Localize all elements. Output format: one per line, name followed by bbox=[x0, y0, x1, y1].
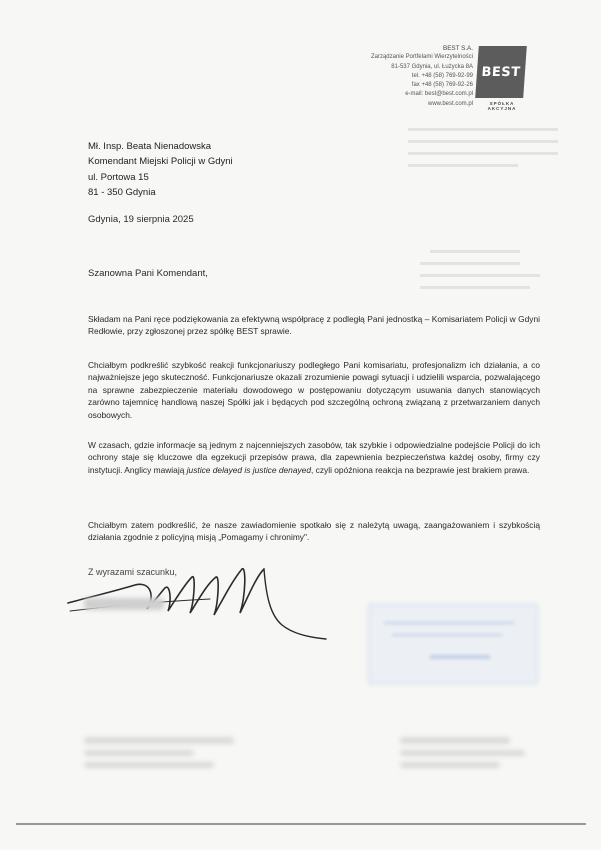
show-through-line bbox=[408, 164, 518, 167]
stamp-text-line bbox=[384, 622, 514, 624]
paragraph-3-start: W czasach, gdzie informacje są jednym z najcenniejszych zasobów, tak szybkie i odpowiedzialne podejście Policji do ich ochrony staje się kluczowe dla egzekucji przepisów prawa, dla zapewnienia bezpieczeństwa każdej osoby, firmy czy instytucji. Anglicy mawiają bbox=[88, 440, 540, 475]
company-line: 81-537 Gdynia, ul. Łużycka 8A bbox=[391, 63, 473, 70]
company-address-block bbox=[253, 44, 473, 109]
footer-blurred-text bbox=[84, 737, 234, 744]
paragraph-4: Chciałbym zatem podkreślić, że nasze zawiadomienie spotkało się z należytą uwagą, zaangażowaniem i szybkością działania zgodnie z policyjną misją „Pomagamy i chronimy". bbox=[88, 520, 540, 543]
recipient-name: Mł. Insp. Beata Nienadowska bbox=[88, 141, 212, 152]
logo-subtitle: SPÓŁKA AKCYJNA bbox=[487, 101, 517, 111]
company-line: e-mail: best@best.com.pl bbox=[405, 91, 473, 98]
best-logo: BEST bbox=[475, 46, 527, 98]
letter-date: Gdynia, 19 sierpnia 2025 bbox=[88, 214, 194, 225]
closing-phrase: Z wyrazami szacunku, bbox=[88, 567, 178, 577]
paragraph-3 bbox=[88, 439, 540, 476]
english-quote: justice delayed is justice denayed bbox=[186, 464, 311, 475]
show-through-line bbox=[408, 128, 558, 131]
footer-blurred-text bbox=[84, 762, 214, 768]
company-line: www.best.com.pl bbox=[427, 100, 473, 107]
salutation: Szanowna Pani Komendant, bbox=[88, 268, 208, 279]
show-through-line bbox=[420, 274, 540, 277]
paragraph-3-end: , czyli opóźniona reakcja na bezprawie jest brakiem prawa. bbox=[311, 464, 530, 475]
paragraph-2: Chciałbym podkreślić szybkość reakcji funkcjonariuszy podległego Pani komisariatu, profesjonalizm ich działania, a co najważniejsze jego skuteczność. Funkcjonariusze okazali zrozumienie powagi sytuacji i udzielili wsparcia, pozwalającego na sprawne zabezpieczenie materiału dowodowego w postępowaniu dotyczącym usuwania danych stanowiących zarówno tajemnicę handlową naszej Spółki jak i będących pod szczególną ochroną związaną z przetwarzaniem danych osobowych. bbox=[88, 360, 540, 420]
stamp-date-line bbox=[430, 655, 490, 659]
paragraph-1: Składam na Pani ręce podziękowania za efektywną współpracę z podległą Pani jednostką – Komisariatem Policji w Gdyni Redłowie, przy zgłoszonej przez spółkę BEST sprawie. bbox=[88, 314, 540, 337]
received-stamp bbox=[368, 604, 538, 684]
redacted-name bbox=[84, 598, 164, 610]
show-through-line bbox=[430, 250, 520, 253]
footer-rule bbox=[16, 823, 586, 825]
show-through-line bbox=[420, 262, 520, 265]
footer-blurred-text bbox=[400, 762, 500, 768]
show-through-line bbox=[420, 286, 530, 289]
company-name: BEST S.A. bbox=[443, 45, 473, 52]
footer-blurred-text bbox=[400, 750, 525, 756]
show-through-line bbox=[408, 152, 558, 155]
recipient-address bbox=[88, 139, 233, 200]
footer-blurred-text bbox=[400, 737, 510, 744]
stamp-text-line bbox=[392, 634, 502, 636]
company-line: Zarządzanie Portfelami Wierzytelności bbox=[370, 54, 473, 61]
footer-blurred-text bbox=[84, 750, 194, 756]
recipient-title: Komendant Miejski Policji w Gdyni bbox=[88, 156, 233, 168]
recipient-city: 81 - 350 Gdynia bbox=[88, 186, 156, 198]
show-through-line bbox=[408, 140, 558, 143]
company-line: fax +48 (58) 769-92-26 bbox=[411, 82, 473, 89]
company-line: tel. +48 (58) 769-92-99 bbox=[411, 72, 473, 79]
recipient-street: ul. Portowa 15 bbox=[88, 171, 149, 183]
